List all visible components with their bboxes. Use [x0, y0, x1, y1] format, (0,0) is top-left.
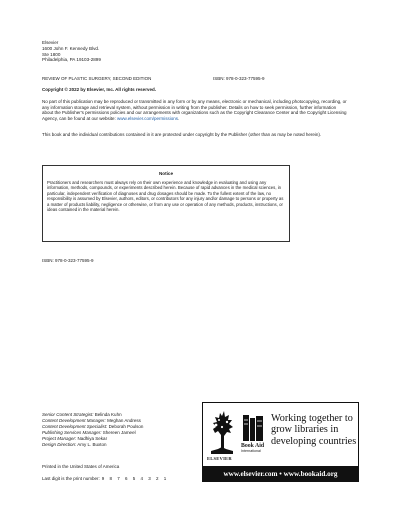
- book-aid-brand: [241, 414, 267, 453]
- rights-text: No part of this publication may be reproduced or transmitted in any form or by any means, electronic or mechanical, including photocopying, recording, or any information storage and retrieval system, without permission in writing from the publisher. Details on how to seek permission, further information about the Publisher's permissions policies and our arrangements with organizations such as the Copyright Clearance Center and the Copyright Licensing Agency, can be found at our website:: [42, 99, 347, 121]
- credits-list: [42, 412, 143, 447]
- elsevier-tree-icon: [208, 407, 236, 455]
- book-title: REVIEW OF PLASTIC SURGERY, SECOND EDITION: [42, 76, 152, 81]
- publisher-address: [42, 40, 101, 63]
- publisher-line: Elsevier: [42, 40, 59, 45]
- publisher-line: Ste 1800: [42, 51, 61, 57]
- rights-end: .: [178, 115, 180, 121]
- printed-in: Printed in the United States of America: [42, 464, 120, 469]
- credit-line: [42, 442, 143, 448]
- isbn-repeat: ISBN: 978-0-323-77595-9: [42, 258, 94, 263]
- notice-text: Practitioners and researchers must always rely on their own experience and knowledge in evaluating and using any information, methods, compounds, or experiments described herein. Because of rapid advances in the medical sciences, in particular, independent verification of diagnoses and drug dosages should be made. To the fullest extent of the law, no responsibility is assumed by Elsevier, authors, editors, or contributors for any injury and/or damage to persons or property as a matter of products liability, negligence or otherwise, or from any use or operation of any methods, products, instructions, or ideas contained in the material herein.: [47, 180, 284, 213]
- credit-role: Content Development Specialist:: [42, 423, 108, 429]
- book-aid-name: Book Aid: [241, 443, 265, 449]
- notice-title: Notice: [158, 171, 174, 176]
- credit-role: Project Manager:: [42, 435, 77, 441]
- protection-paragraph: This book and the individual contributions contained in it are protected under copyright by the Publisher (other than as may be noted herein).: [42, 132, 322, 137]
- book-aid-slogan: Working together to grow libraries in developing countries: [271, 413, 357, 447]
- publisher-line: Philadelphia, PA 19103-2899: [42, 57, 101, 63]
- isbn: ISBN: 978-0-323-77595-9: [213, 76, 265, 81]
- logo-footer-bar: [203, 466, 358, 481]
- elsevier-wordmark: ELSEVIER: [207, 456, 232, 461]
- book-aid-subtitle: International: [241, 449, 261, 453]
- credit-role: Publishing Services Manager:: [42, 429, 102, 435]
- credit-name: Meghan Andress: [107, 417, 141, 423]
- print-digits: 9 8 7 6 5 4 3 2 1: [101, 476, 167, 481]
- print-line: [42, 476, 166, 481]
- copyright-statement: Copyright © 2022 by Elsevier, Inc. All rights reserved.: [42, 87, 156, 92]
- book-aid-logo-panel: [202, 402, 359, 482]
- logo-footer-text: www.elsevier.com • www.bookaid.org: [223, 469, 338, 478]
- credit-name: Deborah Poulson: [108, 423, 144, 429]
- logo-top: [203, 403, 358, 466]
- publisher-line: 1600 John F. Kennedy Blvd.: [42, 45, 100, 51]
- book-aid-icon: [241, 414, 265, 442]
- credit-name: Belinda Kuhn: [94, 412, 122, 417]
- notice-box: [42, 165, 290, 242]
- permissions-link[interactable]: www.elsevier.com/permissions: [116, 115, 178, 121]
- credit-role: Content Development Manager:: [42, 417, 106, 423]
- credit-name: Amy L. Buxton: [77, 441, 107, 447]
- credit-name: Nadhiya Sekar: [77, 435, 108, 441]
- credit-role: Design Direction:: [42, 441, 77, 447]
- credit-role: Senior Content Strategist:: [42, 412, 94, 417]
- credit-name: Shereen Jameel: [102, 429, 136, 435]
- print-line-label: Last digit is the print number:: [42, 476, 100, 481]
- edition-row: [42, 76, 362, 81]
- rights-paragraph: [42, 99, 347, 121]
